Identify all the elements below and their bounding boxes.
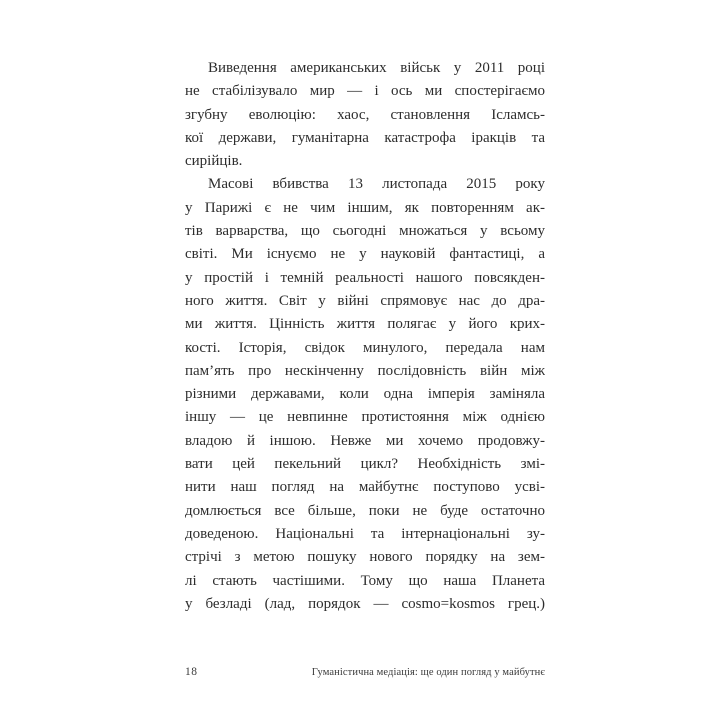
page-footer xyxy=(185,666,545,678)
text-line: пам’ять про нескінченну послідовність війн між xyxy=(185,362,545,379)
text-line: Масові вбивства 13 листопада 2015 року xyxy=(208,176,545,193)
text-line: доведеною. Національні та інтернаціональні зу- xyxy=(185,525,545,542)
paragraph xyxy=(185,57,545,173)
text-line: домлюється все більше, поки не буде остаточно xyxy=(185,502,545,519)
text-line: вати цей пекельний цикл? Необхідність змі- xyxy=(185,456,545,473)
paragraph xyxy=(185,173,545,616)
text-line: різними державами, коли одна імперія заміняла xyxy=(185,386,545,403)
text-line: лі стають частішими. Тому що наша Планета xyxy=(185,572,545,589)
text-line: сирійців. xyxy=(185,153,243,170)
text-line: кості. Історія, свідок минулого, передала нам xyxy=(185,339,545,356)
text-line: Виведення американських військ у 2011 році xyxy=(208,60,545,76)
text-line: не стабілізувало мир — і ось ми спостерігаємо xyxy=(185,83,545,100)
text-line: у безладі (лад, порядок — cosmo=kosmos грец.) xyxy=(185,595,545,612)
text-line: у Парижі є не чим іншим, як повторенням ак- xyxy=(185,199,545,216)
page-number: 18 xyxy=(185,666,198,678)
text-line: іншу — це невпинне протистояння між однією xyxy=(185,409,545,426)
text-line: ми життя. Цінність життя полягає у його крих- xyxy=(185,316,545,333)
text-line: кої держави, гуманітарна катастрофа іракців та xyxy=(185,129,545,146)
text-line: згубну еволюцію: хаос, становлення Ісламсь- xyxy=(185,106,545,123)
text-column xyxy=(185,57,545,616)
running-title: Гуманістична медіація: ще один погляд у майбутнє xyxy=(311,667,545,678)
text-line: стрічі з метою пошуку нового порядку на зем- xyxy=(185,549,545,566)
text-line: світі. Ми існуємо не у науковій фантастиці, а xyxy=(185,246,545,263)
text-line: тів варварства, що сьогодні множаться у всьому xyxy=(185,223,545,240)
text-line: владою й іншою. Невже ми хочемо продовжу- xyxy=(185,432,545,449)
text-line: нити наш погляд на майбутнє поступово усві- xyxy=(185,479,545,496)
text-line: у простій і темній реальності нашого повсякден- xyxy=(185,269,545,286)
text-line: ного життя. Світ у війні спрямовує нас до дра- xyxy=(185,292,545,309)
